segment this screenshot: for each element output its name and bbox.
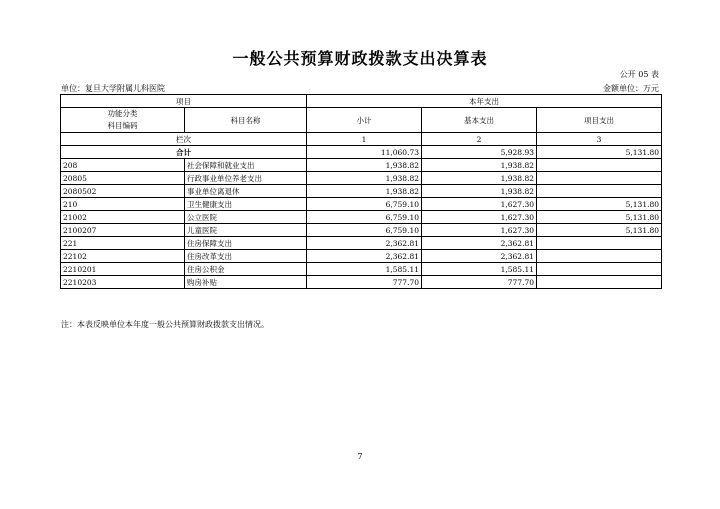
row-project: [537, 159, 662, 172]
row-subtotal: 1,938.82: [307, 159, 422, 172]
header-project-expenditure: 项目支出: [537, 108, 662, 133]
table-row: [61, 198, 662, 211]
header-current-year: 本年支出: [307, 95, 662, 108]
row-subtotal: 1,938.82: [307, 185, 422, 198]
row-code: 221: [61, 237, 185, 250]
row-basic: 1,938.82: [422, 172, 537, 185]
page-title: 一般公共预算财政拨款支出决算表: [232, 49, 488, 68]
table-row: [61, 224, 662, 237]
row-subject-name: 住房改革支出: [185, 250, 307, 263]
total-basic: 5,928.93: [422, 146, 537, 159]
total-label: 合计: [61, 146, 307, 159]
total-row: [61, 146, 662, 159]
row-project: [537, 172, 662, 185]
row-subject-name: 公立医院: [185, 211, 307, 224]
table-row: [61, 263, 662, 276]
table-row: [61, 237, 662, 250]
row-subject-name: 行政事业单位养老支出: [185, 172, 307, 185]
row-basic: 1,627.30: [422, 224, 537, 237]
row-basic: 2,362.81: [422, 237, 537, 250]
row-basic: 1,938.82: [422, 159, 537, 172]
header-row-2: [61, 108, 662, 133]
header-subtotal: 小计: [307, 108, 422, 133]
row-project: 5,131.80: [537, 224, 662, 237]
header-subject-name: 科目名称: [185, 108, 307, 133]
row-subject-name: 儿童医院: [185, 224, 307, 237]
column-index-2: 2: [422, 133, 537, 146]
row-subtotal: 777.70: [307, 276, 422, 289]
row-code: 22102: [61, 250, 185, 263]
row-project: [537, 276, 662, 289]
row-basic: 1,627.30: [422, 198, 537, 211]
row-project: [537, 250, 662, 263]
row-code: 2080502: [61, 185, 185, 198]
row-subject-name: 住房保障支出: [185, 237, 307, 250]
column-index-1: 1: [307, 133, 422, 146]
row-code: 210: [61, 198, 185, 211]
row-basic: 2,362.81: [422, 250, 537, 263]
header-row-1: [61, 95, 662, 108]
table-note: 注：本表反映单位本年度一般公共预算财政拨款支出情况。: [61, 320, 269, 329]
row-subtotal: 6,759.10: [307, 211, 422, 224]
row-code: 2210201: [61, 263, 185, 276]
column-index-label: 栏次: [61, 133, 307, 146]
row-subtotal: 2,362.81: [307, 237, 422, 250]
row-basic: 1,585.11: [422, 263, 537, 276]
row-subtotal: 1,938.82: [307, 172, 422, 185]
row-subject-name: 卫生健康支出: [185, 198, 307, 211]
row-project: [537, 237, 662, 250]
money-unit-label: 金额单位：万元: [603, 84, 659, 93]
column-index-3: 3: [537, 133, 662, 146]
page-number: 7: [357, 452, 363, 461]
row-subject-name: 社会保障和就业支出: [185, 159, 307, 172]
row-subtotal: 6,759.10: [307, 198, 422, 211]
unit-label: 单位：复旦大学附属儿科医院: [61, 84, 165, 93]
row-project: [537, 185, 662, 198]
row-basic: 1,627.30: [422, 211, 537, 224]
expenditure-table: [60, 94, 662, 289]
header-project: 项目: [61, 95, 307, 108]
row-basic: 777.70: [422, 276, 537, 289]
row-project: 5,131.80: [537, 198, 662, 211]
row-code: 2100207: [61, 224, 185, 237]
row-subtotal: 2,362.81: [307, 250, 422, 263]
total-project: 5,131.80: [537, 146, 662, 159]
table-row: [61, 185, 662, 198]
row-subtotal: 1,585.11: [307, 263, 422, 276]
total-subtotal: 11,060.73: [307, 146, 422, 159]
row-project: 5,131.80: [537, 211, 662, 224]
row-code: 2210203: [61, 276, 185, 289]
table-row: [61, 276, 662, 289]
row-code: 21002: [61, 211, 185, 224]
row-subject-name: 购房补贴: [185, 276, 307, 289]
row-code: 208: [61, 159, 185, 172]
form-number: 公开 05 表: [619, 70, 659, 79]
header-basic: 基本支出: [422, 108, 537, 133]
row-basic: 1,938.82: [422, 185, 537, 198]
table-row: [61, 211, 662, 224]
row-code: 20805: [61, 172, 185, 185]
row-subtotal: 6,759.10: [307, 224, 422, 237]
table-row: [61, 250, 662, 263]
row-project: [537, 263, 662, 276]
row-subject-name: 事业单位离退休: [185, 185, 307, 198]
header-func-code: 功能分类 科目编码: [61, 108, 185, 133]
table-row: [61, 159, 662, 172]
table-row: [61, 172, 662, 185]
column-index-row: [61, 133, 662, 146]
row-subject-name: 住房公积金: [185, 263, 307, 276]
